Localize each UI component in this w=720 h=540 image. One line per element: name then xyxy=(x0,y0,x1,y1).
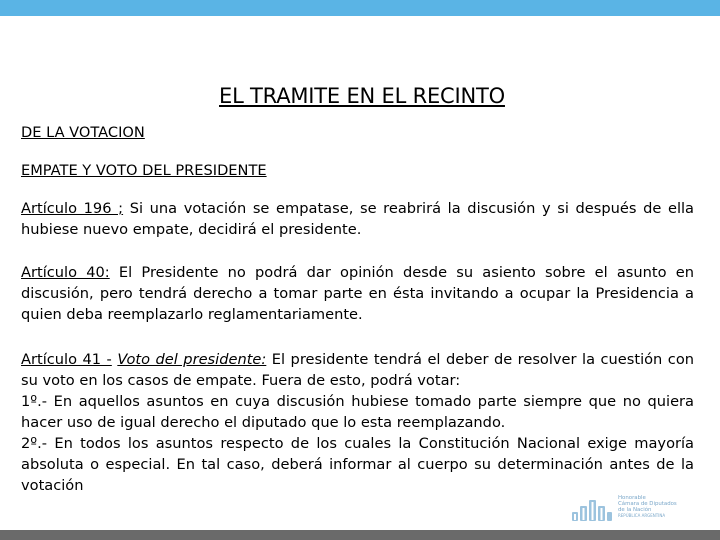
article-41-text: El presidente tendrá el deber de resolver la cuestión con su voto en los casos de empate. Fuera de esto, podrá votar: xyxy=(21,351,694,389)
article-40-text: El Presidente no podrá dar opinión desde su asiento sobre el asunto en discusión, pero tendrá derecho a tomar parte en ésta invitando a ocupar la Presidencia a quien deba reemplazarlo reglamentariamente. xyxy=(21,264,694,323)
article-196-label: Artículo 196 ; xyxy=(21,200,124,217)
subsection-heading: EMPATE Y VOTO DEL PRESIDENTE xyxy=(21,162,267,179)
chamber-logo-text: Honorable Cámara de Diputados de la Nación REPÚBLICA ARGENTINA xyxy=(618,494,677,519)
chamber-building-icon xyxy=(570,492,614,522)
article-41-label: Artículo 41 - xyxy=(21,351,112,368)
slide-title: EL TRAMITE EN EL RECINTO xyxy=(219,84,505,108)
section-heading: DE LA VOTACION xyxy=(21,124,145,141)
slide-content xyxy=(21,122,694,496)
top-accent-bar xyxy=(0,0,720,16)
article-40-label: Artículo 40: xyxy=(21,264,110,281)
article-41-item-1: 1º.- En aquellos asuntos en cuya discusión hubiese tomado parte siempre que no quiera hacer uso de igual derecho el diputado que lo esta reemplazando. xyxy=(21,393,694,431)
bottom-bar xyxy=(0,530,720,540)
article-41-subtitle: Voto del presidente: xyxy=(117,351,267,368)
article-40 xyxy=(21,262,694,325)
chamber-logo xyxy=(570,491,690,523)
article-196 xyxy=(21,198,694,240)
article-41 xyxy=(21,349,694,391)
article-41-item-2: 2º.- En todos los asuntos respecto de los cuales la Constitución Nacional exige mayoría absoluta o especial. En tal caso, deberá informar al cuerpo su determinación antes de la votación xyxy=(21,435,694,494)
article-196-text: Si una votación se empatase, se reabrirá la discusión y si después de ella hubiese nuevo empate, decidirá el presidente. xyxy=(21,200,694,238)
